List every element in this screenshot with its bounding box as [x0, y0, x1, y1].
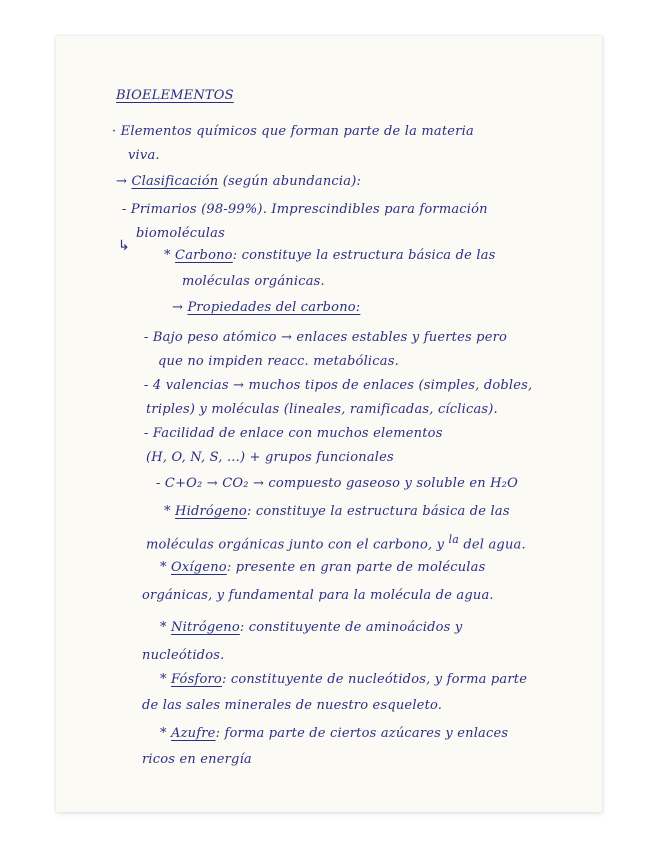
line-biomoleculas: biomoléculas: [136, 226, 225, 241]
line-carbono: * Carbono: constituye la estructura básica de las: [164, 248, 496, 263]
carbono-term: Carbono: [175, 248, 233, 263]
line-hidrogeno-cont: moléculas orgánicas junto con el carbono, y $^{la}$ del agua.: [146, 533, 526, 553]
line-prop-2: - 4 valencias → muchos tipos de enlaces (simples, dobles,: [144, 378, 533, 393]
fosforo-term: Fósforo: [171, 672, 222, 687]
line-nitrogeno: * Nitrógeno: constituyente de aminoácidos y: [160, 620, 463, 635]
arrow-text: →: [116, 174, 132, 189]
azufre-term: Azufre: [171, 726, 216, 741]
oxigeno-term: Oxígeno: [171, 560, 227, 575]
classification-heading: Clasificación: [131, 174, 219, 189]
classification-criterion: (según abundancia):: [218, 174, 362, 189]
line-propiedades: → Propiedades del carbono:: [172, 300, 361, 315]
line-prop-1: - Bajo peso atómico → enlaces estables y fuertes pero: [144, 330, 508, 345]
hook-arrow-icon: ↳: [118, 238, 130, 254]
notebook-page: [56, 36, 602, 812]
line-prop-2-cont: triples) y moléculas (lineales, ramificadas, cíclicas).: [146, 402, 498, 417]
line-primarios: - Primarios (98-99%). Imprescindibles para formación: [122, 202, 488, 217]
line-oxigeno: * Oxígeno: presente en gran parte de moléculas: [160, 560, 486, 575]
line-definition-cont: viva.: [128, 148, 160, 163]
nitrogeno-term: Nitrógeno: [171, 620, 240, 635]
line-oxigeno-cont: orgánicas, y fundamental para la molécula de agua.: [142, 588, 494, 603]
line-definition: · Elementos químicos que forman parte de la materia: [112, 124, 474, 139]
line-azufre-cont: ricos en energía: [142, 752, 252, 767]
hidrogeno-term: Hidrógeno: [175, 504, 247, 519]
line-nitrogeno-cont: nucleótidos.: [142, 648, 225, 663]
page-title: BIOELEMENTOS: [116, 88, 234, 103]
insertion-la: la: [448, 533, 460, 546]
line-prop-1-cont: que no impiden reacc. metabólicas.: [158, 354, 399, 369]
line-prop-4: - C+O₂ → CO₂ → compuesto gaseoso y soluble en H₂O: [156, 476, 518, 491]
line-prop-3: - Facilidad de enlace con muchos elementos: [144, 426, 443, 441]
propiedades-heading: Propiedades del carbono:: [187, 300, 361, 315]
line-carbono-cont: moléculas orgánicas.: [182, 274, 325, 289]
line-fosforo: * Fósforo: constituyente de nucleótidos, y forma parte: [160, 672, 528, 687]
line-fosforo-cont: de las sales minerales de nuestro esqueleto.: [142, 698, 443, 713]
line-classification: [116, 174, 361, 190]
line-hidrogeno: * Hidrógeno: constituye la estructura básica de las: [164, 504, 510, 519]
line-prop-3-cont: (H, O, N, S, ...) + grupos funcionales: [146, 450, 394, 465]
line-azufre: * Azufre: forma parte de ciertos azúcares y enlaces: [160, 726, 509, 741]
